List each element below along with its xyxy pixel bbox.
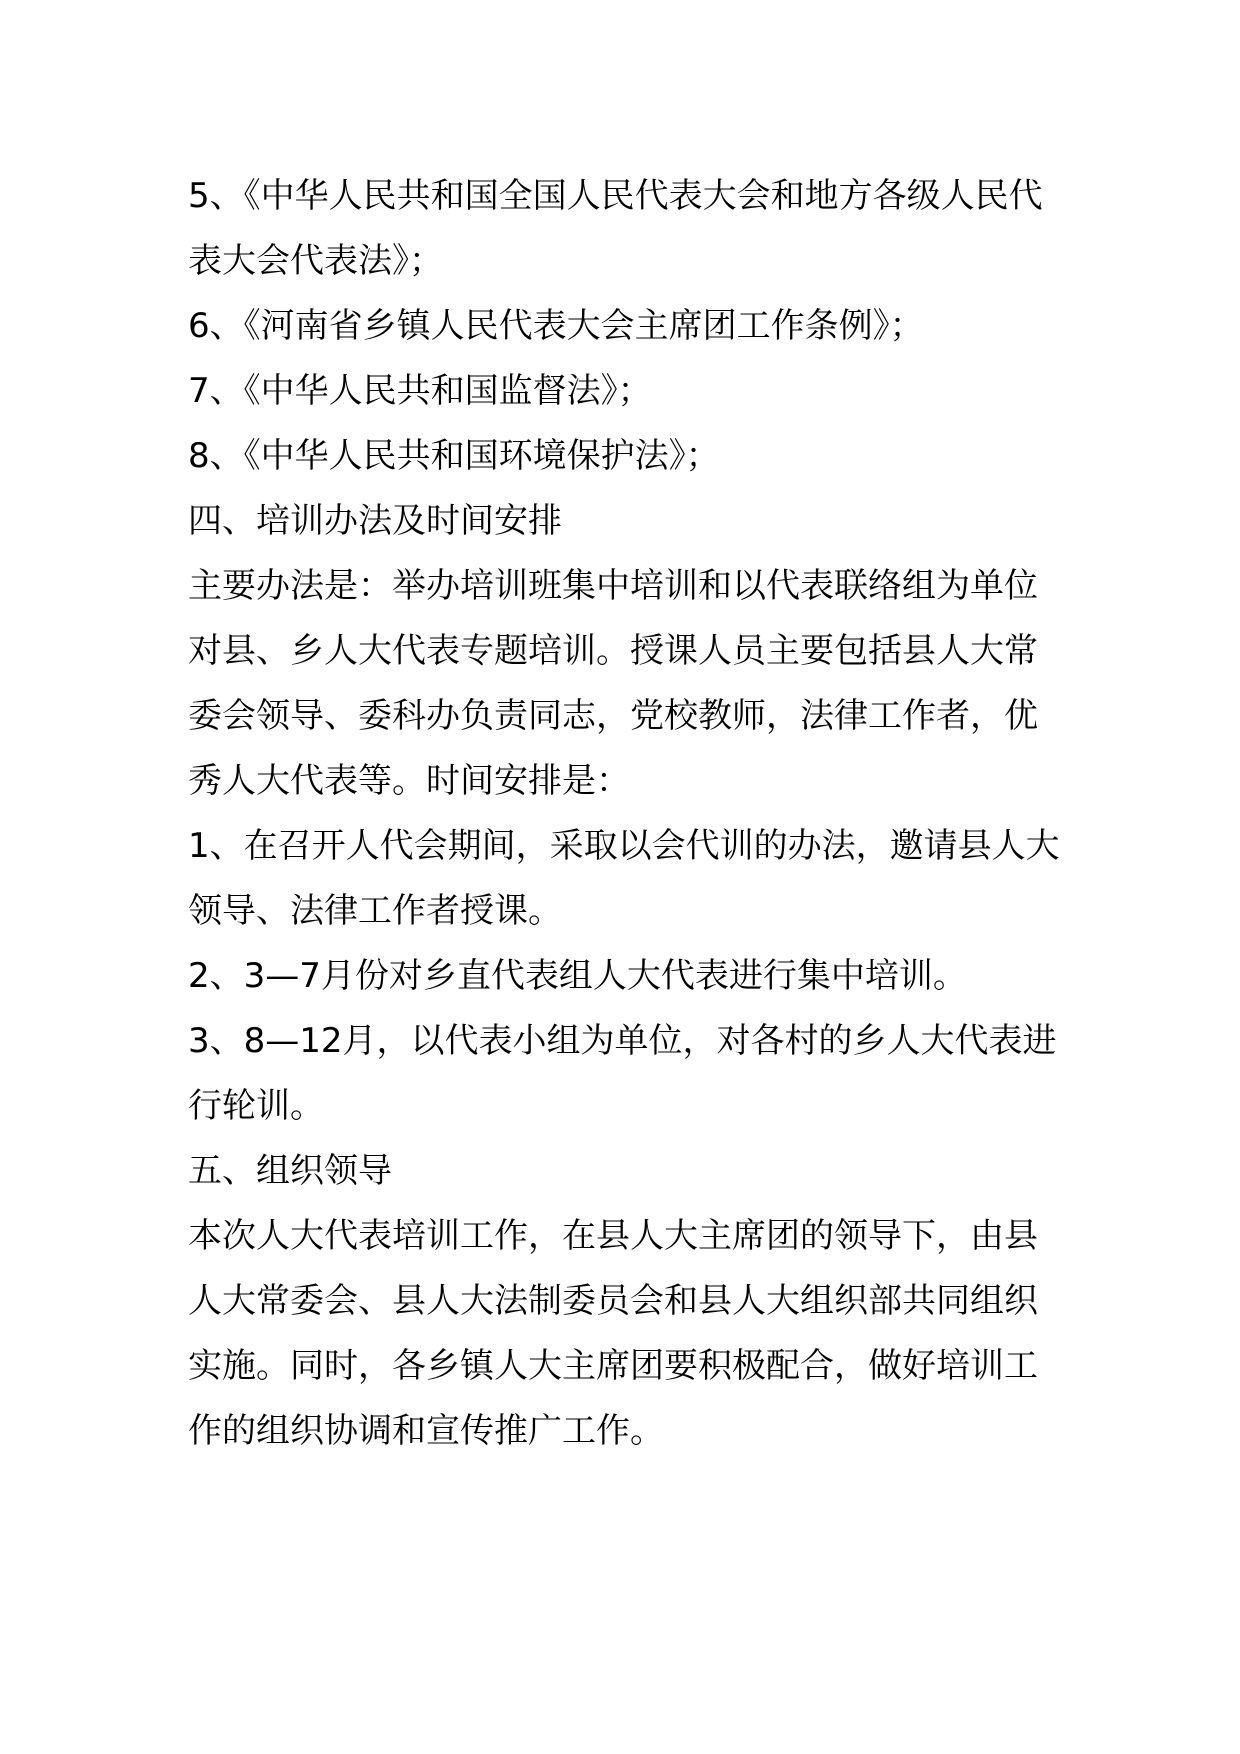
section-heading-training-methods: 四、培训办法及时间安排 [188,501,562,541]
paragraph-main-methods: 主要办法是：举办培训班集中培训和以代表联络组为单位对县、乡人大代表专题培训。授课人员主要包括县人大常委会领导、委科办负责同志，党校教师，法律工作者，优秀人大代表等。时间安排是： [188,566,1038,801]
paragraph-organization: 本次人大代表培训工作，在县人大主席团的领导下，由县人大常委会、县人大法制委员会和县人大组织部共同组织实施。同时，各乡镇人大主席团要积极配合，做好培训工作的组织协调和宣传推广工作。 [188,1216,1038,1451]
list-item-law-8: 8、《中华人民共和国环境保护法》； [188,436,720,476]
schedule-item-3: 3、8—12月，以代表小组为单位，对各村的乡人大代表进行轮训。 [188,1021,1057,1126]
list-item-law-6: 6、《河南省乡镇人民代表大会主席团工作条例》； [188,306,924,346]
schedule-item-2: 2、3—7月份对乡直代表组人大代表进行集中培训。 [188,956,967,996]
list-item-law-5: 5、《中华人民共和国全国人民代表大会和地方各级人民代表大会代表法》； [188,176,1043,281]
schedule-item-1: 1、在召开人代会期间，采取以会代训的办法，邀请县人大领导、法律工作者授课。 [188,826,1060,931]
section-heading-organization: 五、组织领导 [188,1151,392,1191]
document-page [188,164,1068,1464]
list-item-law-7: 7、《中华人民共和国监督法》； [188,371,652,411]
